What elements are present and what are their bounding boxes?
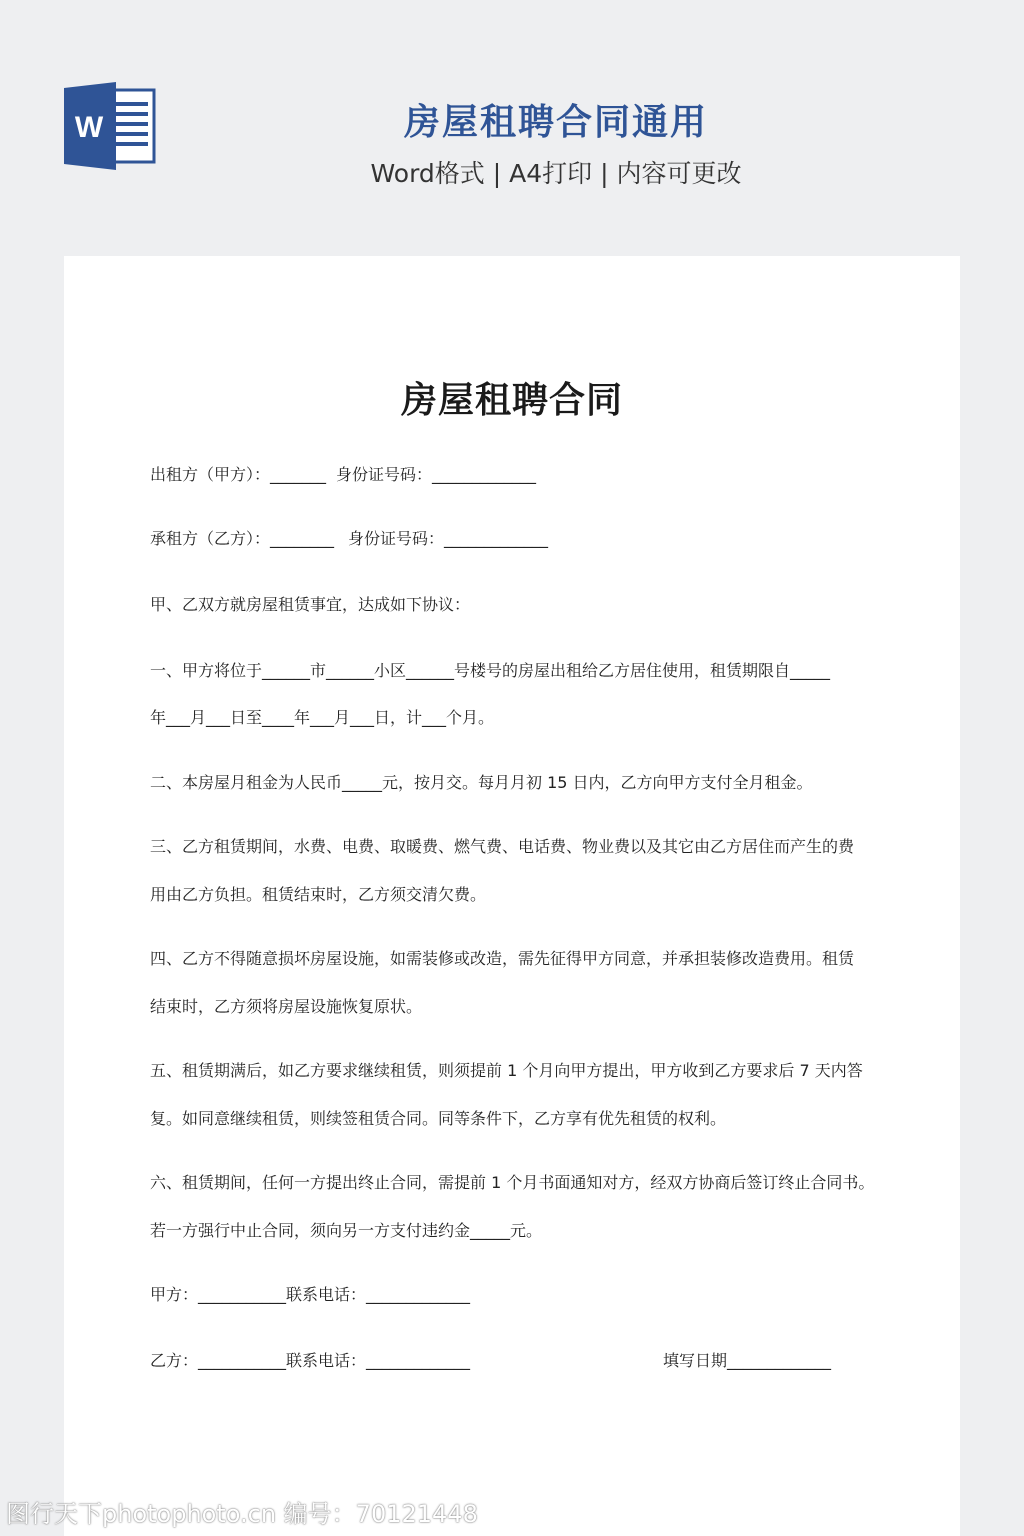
fill-date-field: 填写日期_____________ bbox=[663, 1351, 832, 1370]
clause-1-line-2: 年___月___日至____年___月___日，计___个月。 bbox=[150, 708, 495, 727]
clause-5-line-1: 五、租赁期满后，如乙方要求继续租赁，则须提前 1 个月向甲方提出，甲方收到乙方要求后 7 天内答 bbox=[150, 1061, 863, 1080]
intro-line: 甲、乙双方就房屋租赁事宜，达成如下协议： bbox=[150, 595, 471, 614]
lessor-id-label: 身份证号码： bbox=[336, 465, 433, 484]
lessor-id-blank: _____________ bbox=[432, 465, 537, 484]
party-a-signature-line: 甲方：___________联系电话：_____________ bbox=[150, 1285, 471, 1304]
watermark-text: 图行天下photophoto.cn 编号：70121448 bbox=[6, 1500, 478, 1528]
clause-4-line-2: 结束时，乙方须将房屋设施恢复原状。 bbox=[150, 997, 423, 1016]
clause-1-line-1: 一、甲方将位于______市______小区______号楼号的房屋出租给乙方居住使用，租赁期限自_____ bbox=[150, 661, 831, 680]
clause-2-line-1: 二、本房屋月租金为人民币_____元，按月交。每月月初 15 日内，乙方向甲方支付全月租金。 bbox=[150, 773, 813, 792]
lessor-line bbox=[150, 462, 890, 485]
lessee-blank: ________ bbox=[270, 529, 335, 548]
party-b-signature-line: 乙方：___________联系电话：_____________ bbox=[150, 1351, 471, 1370]
page-title: 房屋租聘合同通用 bbox=[403, 102, 708, 143]
lessor-blank: _______ bbox=[270, 465, 327, 484]
page-subtitle: Word格式 | A4打印 | 内容可更改 bbox=[370, 159, 742, 188]
lessee-label: 承租方（乙方）： bbox=[150, 529, 271, 548]
clause-6-line-2: 若一方强行中止合同，须向另一方支付违约金_____元。 bbox=[150, 1221, 543, 1240]
lessee-id-blank: _____________ bbox=[444, 529, 549, 548]
lessee-id-label: 身份证号码： bbox=[348, 529, 445, 548]
lessee-line bbox=[150, 526, 890, 549]
document-title: 房屋租聘合同 bbox=[400, 380, 623, 421]
clause-4-line-1: 四、乙方不得随意损坏房屋设施，如需装修或改造，需先征得甲方同意，并承担装修改造费用。租赁 bbox=[150, 949, 855, 968]
clause-3-line-2: 用由乙方负担。租赁结束时，乙方须交清欠费。 bbox=[150, 885, 487, 904]
lessor-label: 出租方（甲方）： bbox=[150, 465, 271, 484]
document-page bbox=[64, 256, 960, 1536]
clause-5-line-2: 复。如同意继续租赁，则续签租赁合同。同等条件下，乙方享有优先租赁的权利。 bbox=[150, 1109, 727, 1128]
word-icon-letter: W bbox=[74, 111, 104, 144]
clause-6-line-1: 六、租赁期间，任何一方提出终止合同，需提前 1 个月书面通知对方，经双方协商后签订终止合同书。 bbox=[150, 1173, 875, 1192]
word-document-icon bbox=[64, 82, 156, 170]
clause-3-line-1: 三、乙方租赁期间，水费、电费、取暖费、燃气费、电话费、物业费以及其它由乙方居住而产生的费 bbox=[150, 837, 855, 856]
